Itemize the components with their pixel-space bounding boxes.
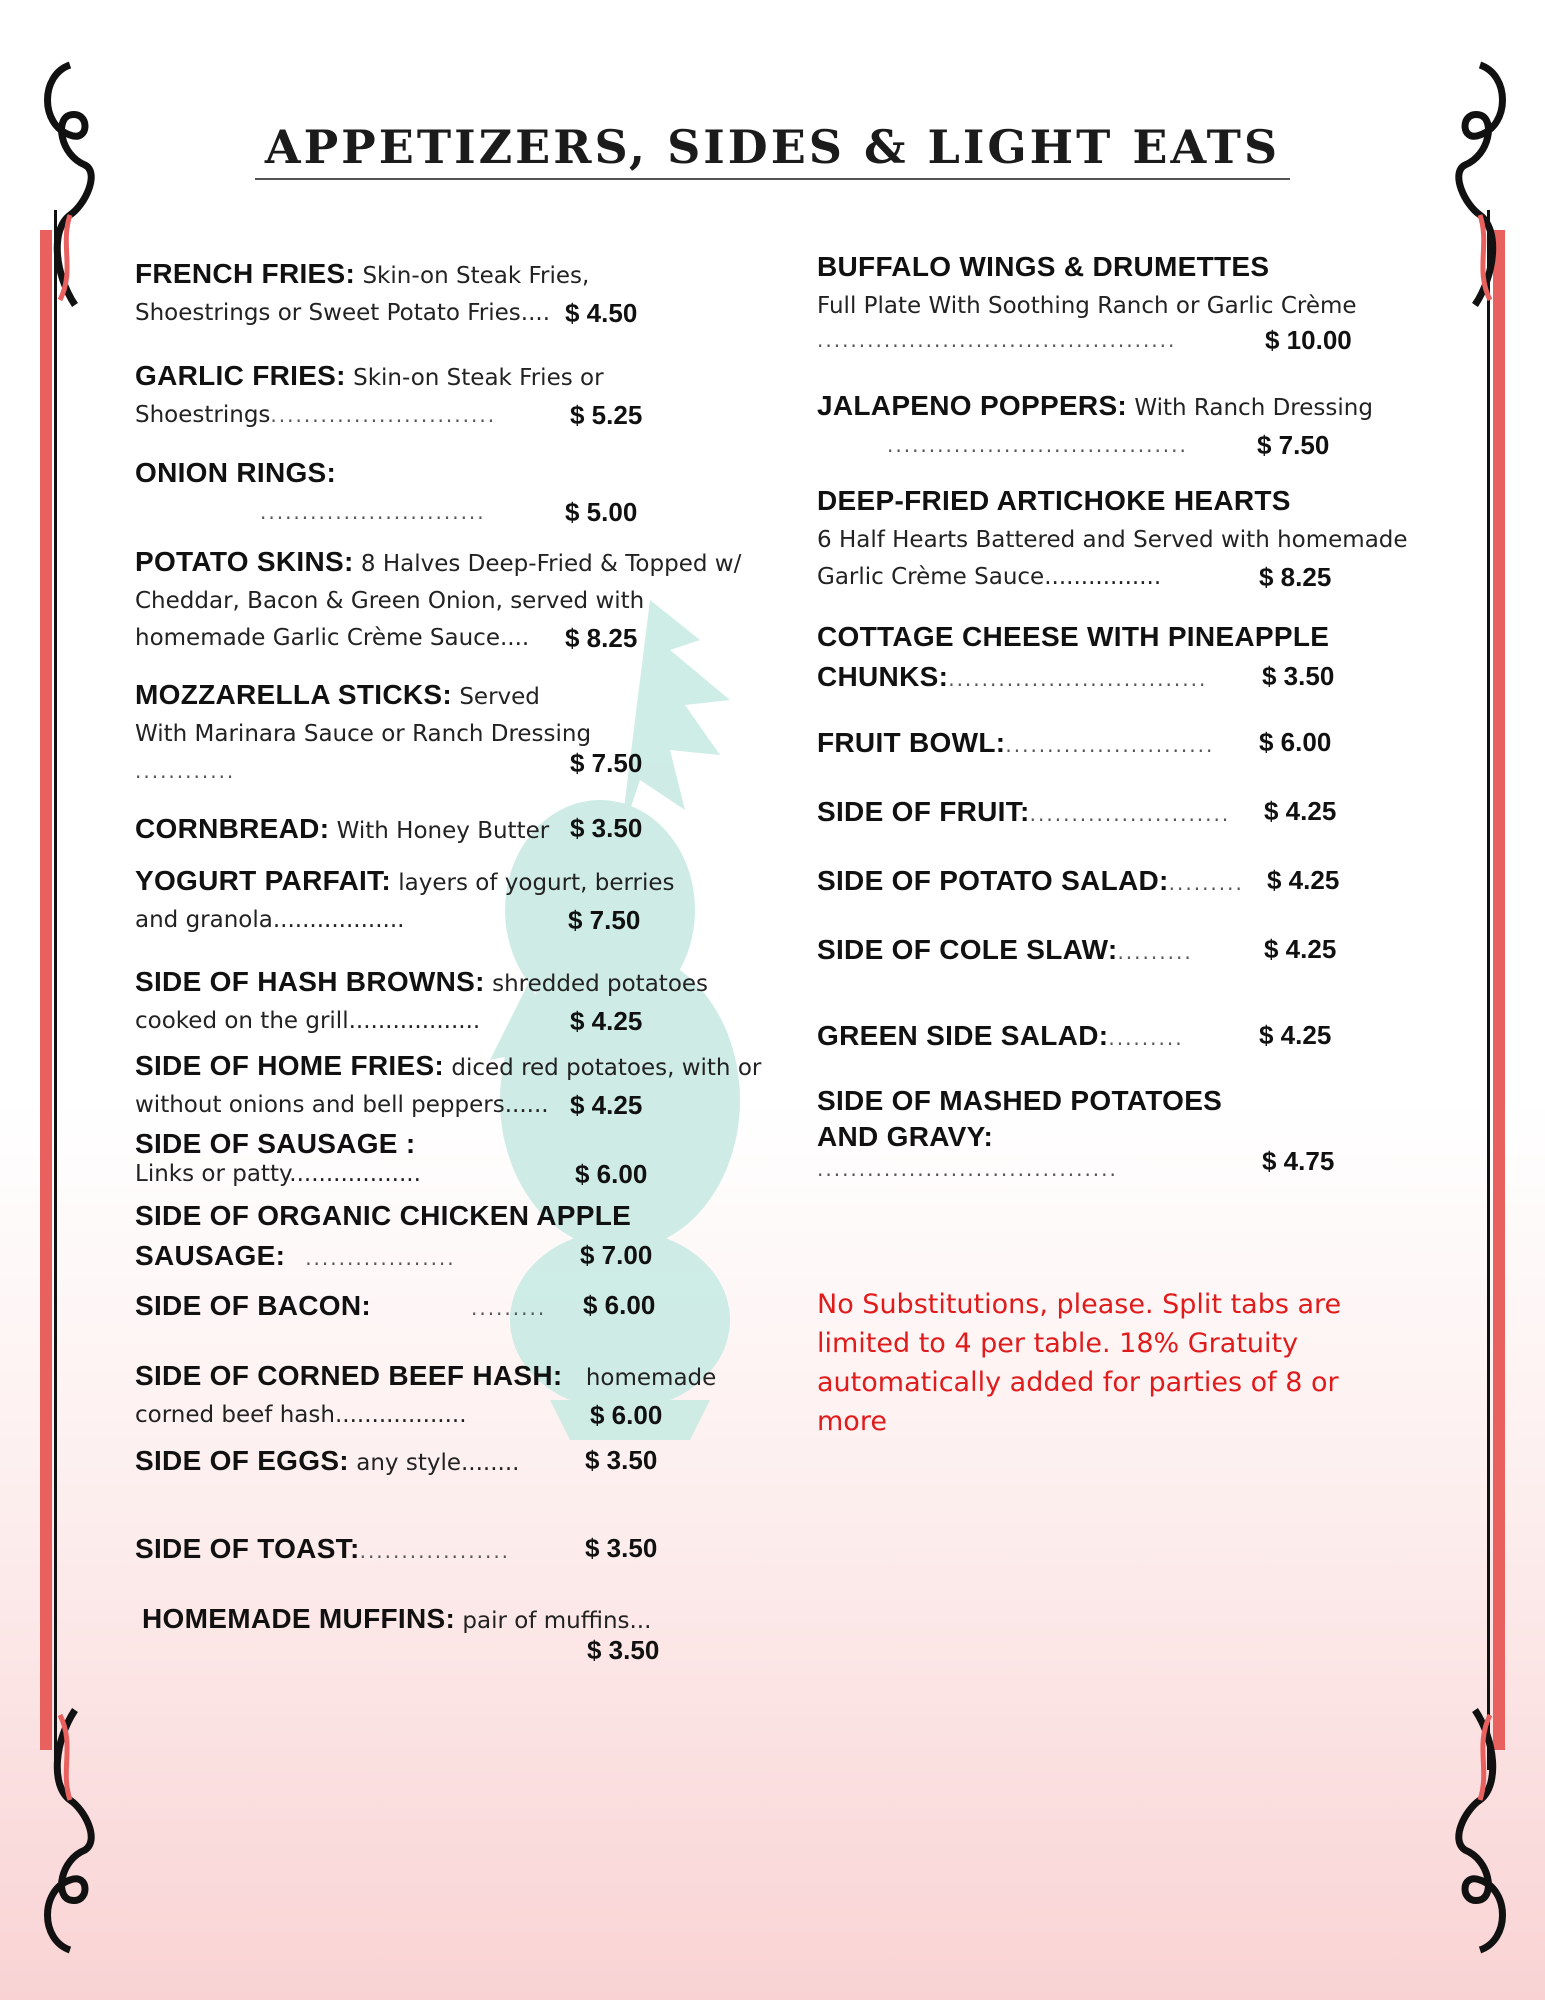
item-name: CHUNKS: xyxy=(817,661,949,692)
item-name: GARLIC FRIES: xyxy=(135,360,346,391)
item-name: JALAPENO POPPERS: xyxy=(817,390,1128,421)
item-name: SIDE OF TOAST: xyxy=(135,1533,360,1564)
menu-item-home-fries xyxy=(135,1047,775,1124)
item-price: $ 4.25 xyxy=(1264,934,1337,964)
item-dots: ......... xyxy=(1108,1026,1184,1050)
menu-item-toast xyxy=(135,1530,735,1570)
item-price: $ 4.25 xyxy=(1267,865,1340,895)
item-dots: ........................................... xyxy=(817,328,1177,352)
item-price: $ 6.00 xyxy=(1259,727,1332,757)
menu-item-onion-rings xyxy=(135,454,735,531)
item-desc: homemade xyxy=(585,1365,717,1391)
menu-item-potato-salad xyxy=(817,862,1417,902)
item-name: FRENCH FRIES: xyxy=(135,258,356,289)
item-name: SAUSAGE: xyxy=(135,1240,286,1271)
item-price: $ 6.00 xyxy=(575,1159,648,1189)
item-desc: 6 Half Hearts Battered and Served with homemade xyxy=(817,527,1408,553)
item-name: SIDE OF EGGS: xyxy=(135,1445,349,1476)
item-dots: ........................... xyxy=(270,403,497,427)
item-price: $ 3.50 xyxy=(1262,661,1335,691)
item-dots: ............................... xyxy=(948,667,1208,691)
item-price: $ 4.25 xyxy=(1264,796,1337,826)
item-name: SIDE OF HOME FRIES: xyxy=(135,1050,445,1081)
item-desc: 8 Halves Deep-Fried & Topped w/ xyxy=(360,551,742,577)
item-name: SIDE OF MASHED POTATOES xyxy=(817,1085,1223,1116)
item-desc: With Honey Butter xyxy=(336,818,550,844)
item-desc: any style........ xyxy=(356,1450,520,1476)
item-price: $ 7.00 xyxy=(580,1240,653,1270)
menu-item-mashed-potatoes xyxy=(817,1082,1417,1184)
item-dots: .................................... xyxy=(887,433,1188,457)
item-desc: homemade Garlic Crème Sauce.... xyxy=(135,625,530,651)
item-desc: Skin-on Steak Fries or xyxy=(353,365,604,391)
item-name: POTATO SKINS: xyxy=(135,546,354,577)
right-black-border xyxy=(1487,210,1490,1770)
item-desc: layers of yogurt, berries xyxy=(398,870,675,896)
item-name: COTTAGE CHEESE WITH PINEAPPLE xyxy=(817,621,1330,652)
item-dots: ......... xyxy=(1117,940,1193,964)
item-price: $ 5.00 xyxy=(565,497,638,527)
item-price: $ 7.50 xyxy=(568,905,641,935)
menu-item-cornbread xyxy=(135,810,735,850)
top-left-flourish-icon xyxy=(30,55,100,315)
item-desc: pair of muffins... xyxy=(462,1608,652,1634)
item-dots: ........................ xyxy=(1029,802,1231,826)
item-price: $ 6.00 xyxy=(583,1290,656,1320)
policy-note: No Substitutions, please. Split tabs are limited to 4 per table. 18% Gratuity automatically added for parties of 8 or more xyxy=(817,1289,1342,1437)
item-name: AND GRAVY: xyxy=(817,1121,994,1152)
menu-item-sausage xyxy=(135,1130,735,1188)
item-price: $ 3.50 xyxy=(585,1533,658,1563)
left-red-border xyxy=(40,230,52,1750)
item-price: $ 7.50 xyxy=(1257,430,1330,460)
item-price: $ 10.00 xyxy=(1265,325,1352,355)
item-name: BUFFALO WINGS & DRUMETTES xyxy=(817,251,1270,282)
item-name: SIDE OF HASH BROWNS: xyxy=(135,966,485,997)
item-desc: With Ranch Dressing xyxy=(1134,395,1373,421)
top-right-flourish-icon xyxy=(1450,55,1520,315)
item-desc: Cheddar, Bacon & Green Onion, served with xyxy=(135,588,645,614)
item-desc: Served xyxy=(459,684,540,710)
item-dots: ......................... xyxy=(1005,733,1215,757)
menu-item-yogurt-parfait xyxy=(135,862,735,939)
left-black-border xyxy=(54,210,57,1770)
bottom-left-flourish-icon xyxy=(30,1700,100,1960)
right-red-border xyxy=(1493,230,1505,1750)
item-price: $ 4.75 xyxy=(1262,1146,1335,1176)
item-price: $ 8.25 xyxy=(565,623,638,653)
item-name: DEEP-FRIED ARTICHOKE HEARTS xyxy=(817,485,1291,516)
item-desc: Garlic Crème Sauce................ xyxy=(817,564,1162,590)
item-desc: without onions and bell peppers...... xyxy=(135,1092,549,1118)
item-price: $ 3.50 xyxy=(570,813,643,843)
menu-item-mozzarella-sticks xyxy=(135,676,735,790)
item-dots: ......... xyxy=(470,1296,547,1320)
item-desc: corned beef hash.................. xyxy=(135,1402,467,1428)
item-name: SIDE OF SAUSAGE : xyxy=(135,1128,416,1159)
page-title: APPETIZERS, SIDES & LIGHT EATS xyxy=(255,122,1290,180)
item-name: SIDE OF POTATO SALAD: xyxy=(817,865,1169,896)
item-price: $ 7.50 xyxy=(570,748,643,778)
item-name: YOGURT PARFAIT: xyxy=(135,865,391,896)
item-price: $ 4.25 xyxy=(570,1090,643,1120)
item-dots: .................................... xyxy=(817,1157,1118,1181)
item-name: GREEN SIDE SALAD: xyxy=(817,1020,1109,1051)
item-price: $ 3.50 xyxy=(585,1445,658,1475)
menu-item-garlic-fries xyxy=(135,357,735,434)
menu-item-fruit-bowl xyxy=(817,724,1417,764)
item-price: $ 4.25 xyxy=(1259,1020,1332,1050)
menu-item-cottage-cheese xyxy=(817,618,1417,698)
item-desc: With Marinara Sauce or Ranch Dressing xyxy=(135,721,592,747)
item-dots: .................. xyxy=(359,1539,511,1563)
item-desc: diced red potatoes, with or xyxy=(451,1055,762,1081)
item-name: HOMEMADE MUFFINS: xyxy=(142,1603,456,1634)
menu-item-eggs xyxy=(135,1442,735,1482)
menu-item-bacon xyxy=(135,1287,735,1327)
menu-item-green-salad xyxy=(817,1017,1417,1057)
item-name: SIDE OF BACON: xyxy=(135,1290,371,1321)
item-price: $ 8.25 xyxy=(1259,562,1332,592)
item-desc: Shoestrings xyxy=(135,402,271,428)
item-desc: Links or patty.................. xyxy=(135,1161,421,1187)
menu-item-french-fries xyxy=(135,255,735,332)
item-name: SIDE OF COLE SLAW: xyxy=(817,934,1118,965)
menu-item-chicken-apple-sausage xyxy=(135,1197,735,1277)
item-desc: Full Plate With Soothing Ranch or Garlic Crème xyxy=(817,293,1357,319)
menu-item-corned-beef-hash xyxy=(135,1357,735,1434)
menu-item-jalapeno-poppers xyxy=(817,387,1417,464)
bottom-right-flourish-icon xyxy=(1450,1700,1520,1960)
item-name: SIDE OF ORGANIC CHICKEN APPLE xyxy=(135,1200,632,1231)
item-desc: and granola.................. xyxy=(135,907,405,933)
item-name: ONION RINGS: xyxy=(135,457,337,488)
item-desc: Skin-on Steak Fries, xyxy=(362,263,590,289)
item-price: $ 4.50 xyxy=(565,298,638,328)
item-name: SIDE OF CORNED BEEF HASH: xyxy=(135,1360,563,1391)
menu-item-cole-slaw xyxy=(817,931,1417,971)
item-dots: .................. xyxy=(305,1246,456,1270)
menu-item-muffins xyxy=(142,1600,742,1665)
menu-item-potato-skins xyxy=(135,543,775,657)
item-desc: shredded potatoes xyxy=(492,971,709,997)
item-dots: ............ xyxy=(135,759,236,783)
item-name: CORNBREAD: xyxy=(135,813,330,844)
item-name: SIDE OF FRUIT: xyxy=(817,796,1030,827)
menu-item-side-of-fruit xyxy=(817,793,1417,833)
item-name: MOZZARELLA STICKS: xyxy=(135,679,452,710)
item-price: $ 6.00 xyxy=(590,1400,663,1430)
item-name: FRUIT BOWL: xyxy=(817,727,1006,758)
item-dots: ......... xyxy=(1168,871,1244,895)
item-desc: Shoestrings or Sweet Potato Fries.... xyxy=(135,300,551,326)
item-price: $ 3.50 xyxy=(587,1635,660,1665)
menu-item-artichoke-hearts xyxy=(817,482,1417,596)
item-desc: cooked on the grill.................. xyxy=(135,1008,481,1034)
menu-item-buffalo-wings xyxy=(817,248,1417,355)
item-price: $ 5.25 xyxy=(570,400,643,430)
item-dots: ........................... xyxy=(260,500,486,524)
item-price: $ 4.25 xyxy=(570,1006,643,1036)
menu-item-hash-browns xyxy=(135,963,735,1040)
